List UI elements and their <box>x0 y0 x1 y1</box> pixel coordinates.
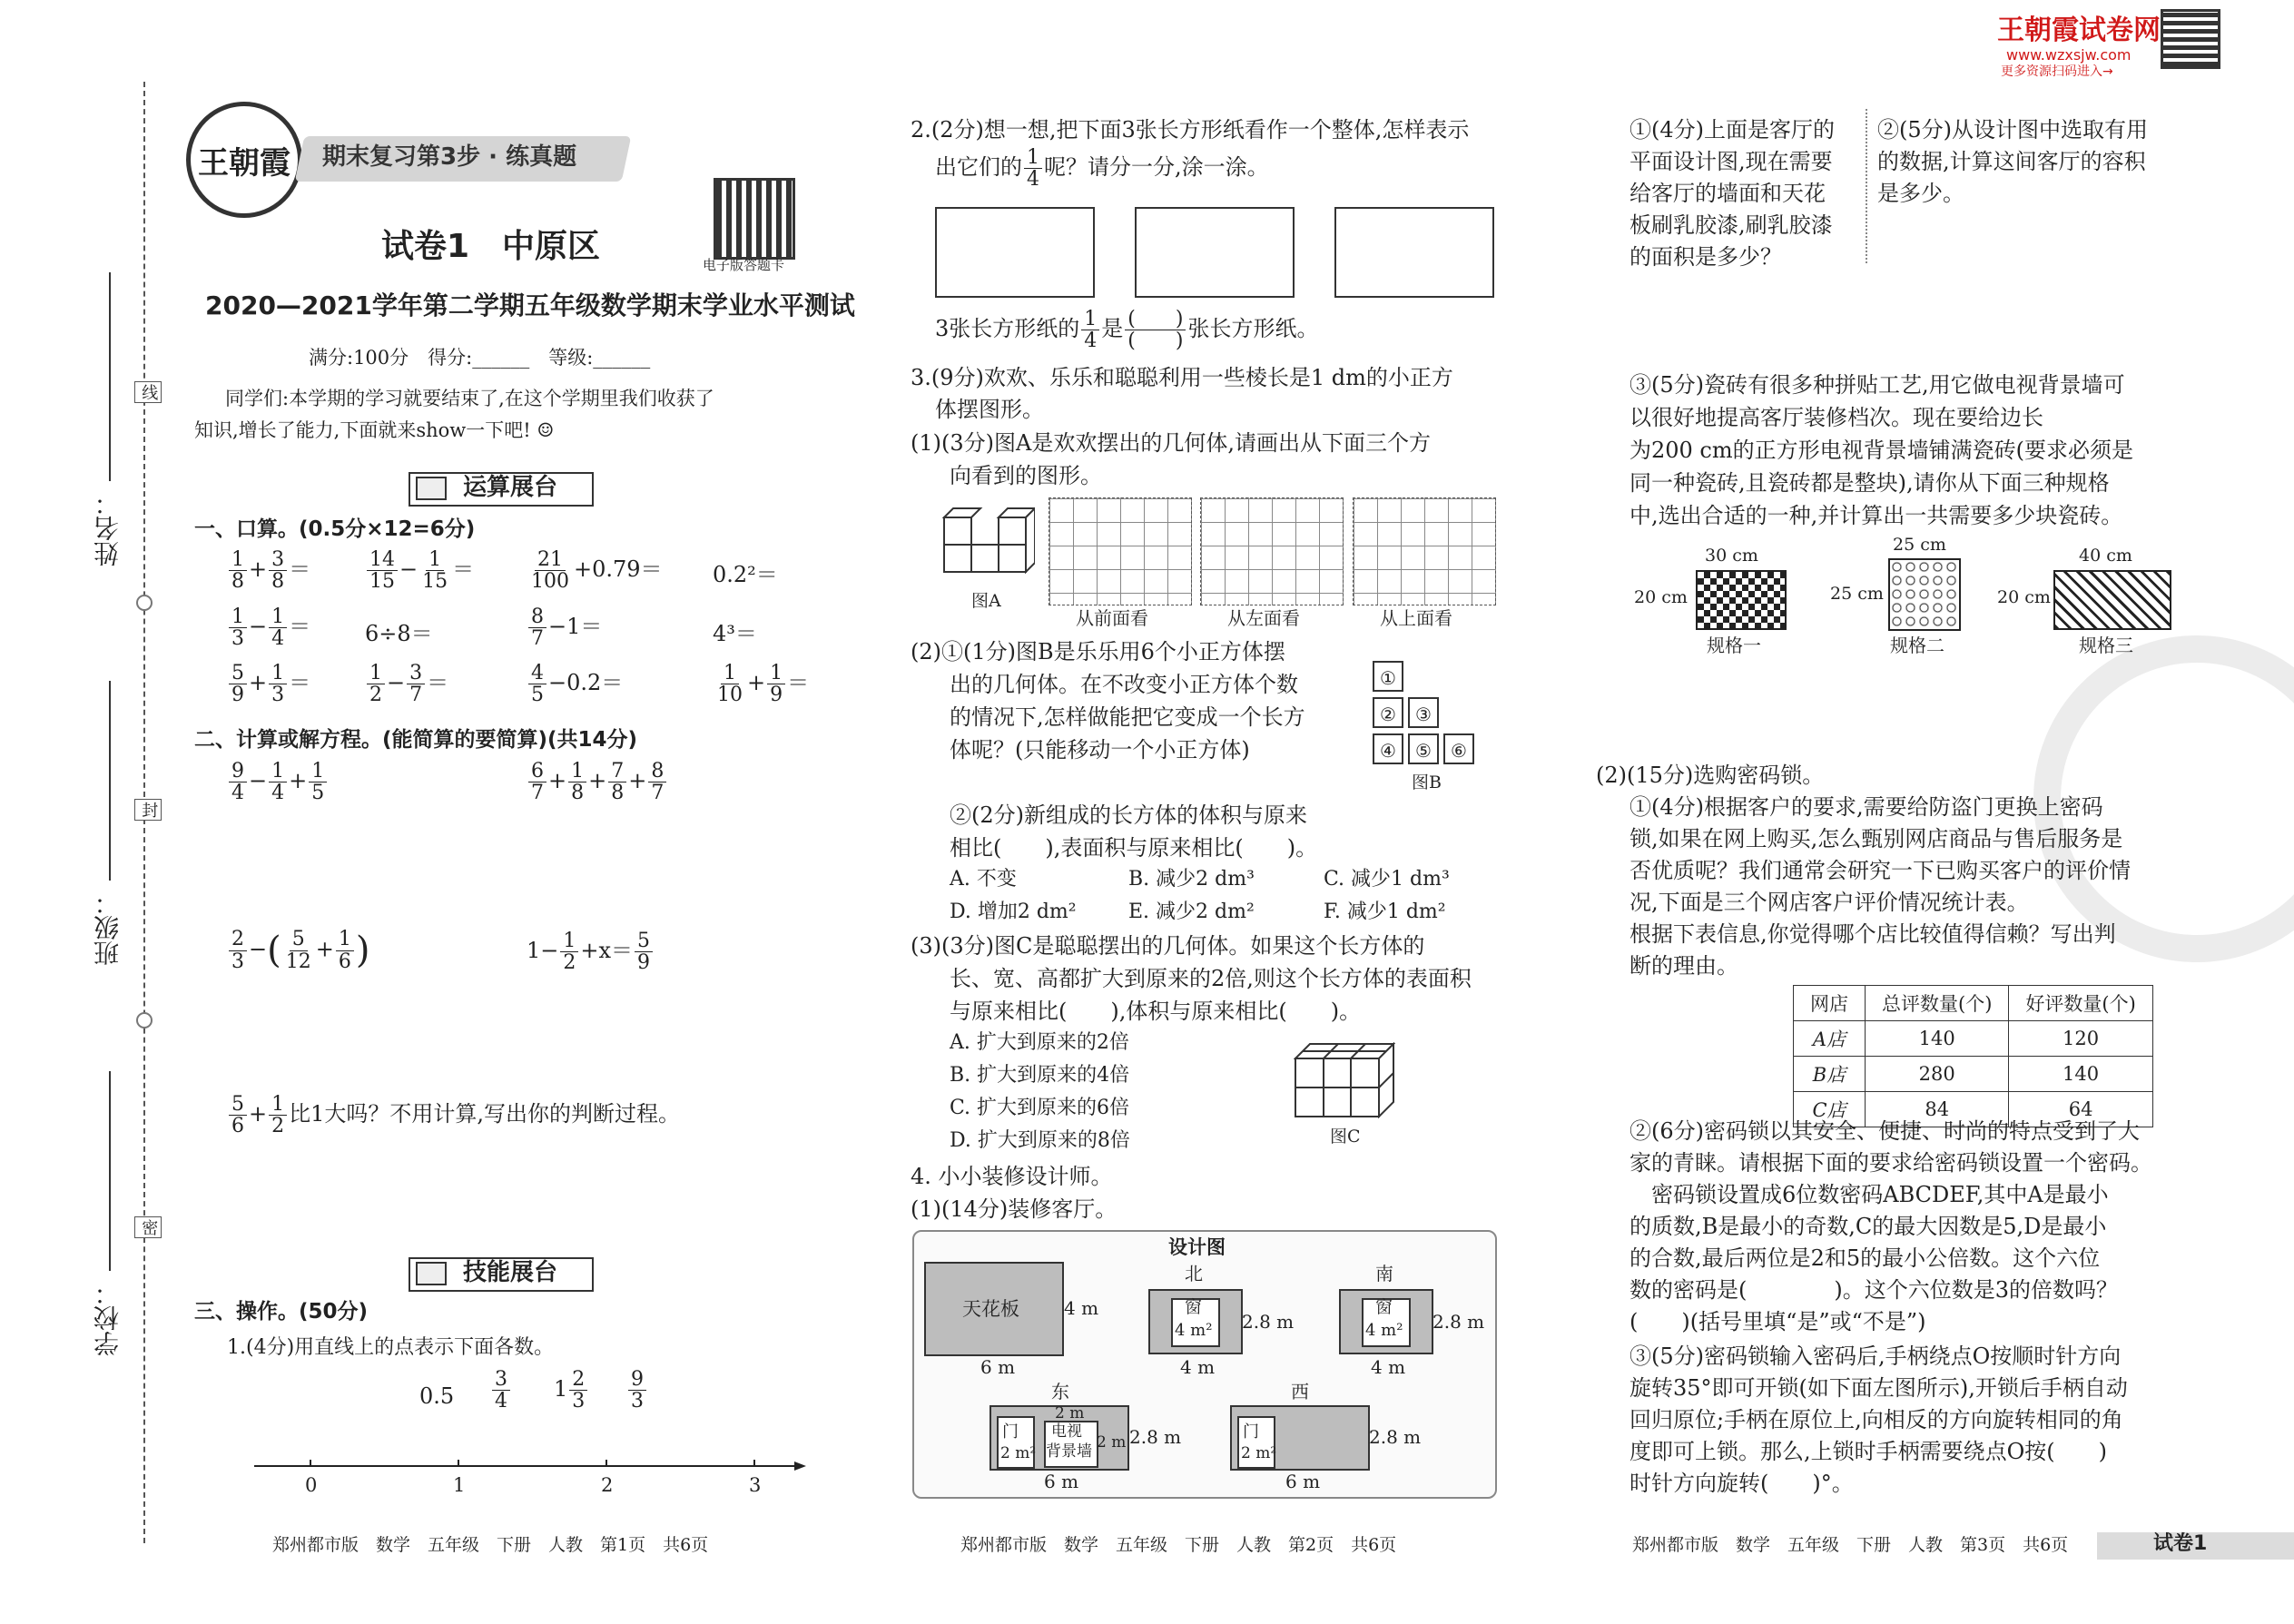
option-c1: C. 减少1 dm³ <box>1324 868 1450 891</box>
p2-q2-line1: 2.(2分)想一想,把下面3张长方形纸看作一个整体,怎样表示 <box>911 117 1470 143</box>
ruler-icon <box>416 477 447 500</box>
north-width: 4 m <box>1180 1356 1216 1378</box>
p3-q2-line: 是多少。 <box>1877 181 1964 206</box>
p3-lock-q3-line: 回归原位;手柄在原位上,向相反的方向旋转相同的角 <box>1629 1407 2123 1432</box>
view-label-top: 从上面看 <box>1380 607 1452 629</box>
class-line <box>109 681 111 881</box>
school-label: 学校： <box>93 1280 123 1356</box>
p3-q1-line: 平面设计图,现在需要 <box>1629 149 1833 174</box>
p3-q2-line: ②(5分)从设计图中选取有用 <box>1877 117 2148 143</box>
tile-2-name: 规格二 <box>1890 635 1944 656</box>
brand-logo-text: 王朝霞 <box>198 144 290 182</box>
table-cell: 120 <box>2009 1021 2152 1057</box>
cube-5: ⑤ <box>1408 733 1439 764</box>
table-cell: 140 <box>1866 1021 2009 1057</box>
table-cell: B店 <box>1794 1057 1866 1092</box>
north-window-label: 窗 <box>1185 1297 1203 1317</box>
number-line <box>245 1452 808 1480</box>
qr-caption: 电子版答题卡 <box>703 257 785 273</box>
cube-2: ② <box>1373 697 1403 728</box>
q3-heading: 三、操作。(50分) <box>194 1300 369 1324</box>
p3-q3-line: 同一种瓷砖,且瓷砖都是整块),请你从下面三种规格 <box>1629 470 2110 496</box>
calc-b: $\frac{6}{7}$ + $\frac{1}{8}$ + $\frac{7}{8}$ + $\frac{8}{7}$ <box>527 761 668 803</box>
west-door-area: 2 m² <box>1241 1444 1277 1462</box>
p3-q3-line: 为200 cm的正方形电视背景墙铺满瓷砖(要求必须是 <box>1629 438 2133 463</box>
view-grid-left[interactable] <box>1200 497 1344 605</box>
num-9-3: $\frac{9}{3}$ <box>626 1369 648 1412</box>
paper-rect-2[interactable] <box>1135 207 1295 298</box>
p3-lock-q1-line: 况,下面是三个网店客户评价情况统计表。 <box>1629 890 2029 915</box>
calc-a: $\frac{9}{4}$ − $\frac{1}{4}$ + $\frac{1}{5}$ <box>227 761 329 803</box>
west-height: 2.8 m <box>1369 1426 1422 1448</box>
view-grid-top[interactable] <box>1353 497 1496 605</box>
site-url[interactable]: www.wzxsjw.com <box>2006 46 2132 64</box>
view-label-left: 从左面看 <box>1227 607 1300 629</box>
p3-lock-q1-line: 根据下表信息,你觉得哪个店比较值得信赖？写出判 <box>1629 921 2116 947</box>
axis-0: 0 <box>305 1474 318 1496</box>
tile-3-height: 20 cm <box>1997 587 2051 607</box>
footer-p2: 郑州都市版 数学 五年级 下册 人教 第2页 共6页 <box>960 1535 1397 1555</box>
p3-lock-q3-line: 旋转35°即可开锁(如下面左图所示),开锁后手柄自动 <box>1629 1375 2128 1401</box>
tv-wall-height: 2 m <box>1097 1433 1127 1452</box>
oral-r3-a: $\frac{5}{9}$ + $\frac{1}{3}$ ＝ <box>227 663 310 705</box>
p3-q1-line: ①(4分)上面是客厅的 <box>1629 117 1835 143</box>
p3-lock-q2-line: 密码锁设置成6位数密码ABCDEF,其中A是最小 <box>1629 1182 2109 1207</box>
tile-1-height: 20 cm <box>1634 587 1688 607</box>
table-cell: 84 <box>1866 1092 2009 1127</box>
oral-r1-a: $\frac{1}{8}$ + $\frac{3}{8}$ ＝ <box>227 549 310 592</box>
south-window-area: 4 m² <box>1365 1321 1403 1340</box>
site-note: 更多资源扫码进入→ <box>2001 64 2113 79</box>
seal-dot-icon <box>136 1012 153 1029</box>
table-cell: 280 <box>1866 1057 2009 1092</box>
seal-feng: 封 <box>134 799 162 821</box>
p2-q3-2b: 出的几何体。在不改变小正方体个数 <box>950 672 1298 697</box>
tile-3-name: 规格三 <box>2079 635 2133 656</box>
p2-q3-3b: 相比( ),表面积与原来相比( )。 <box>950 835 1318 861</box>
seal-dot-icon <box>136 595 153 611</box>
cube-3: ③ <box>1408 697 1439 728</box>
oral-r2-c: $\frac{8}{7}$ −1＝ <box>527 606 602 649</box>
footer-p1: 郑州都市版 数学 五年级 下册 人教 第1页 共6页 <box>272 1535 709 1555</box>
east-label: 东 <box>1051 1381 1069 1403</box>
east-height: 2.8 m <box>1129 1426 1182 1448</box>
oral-r3-b: $\frac{1}{2}$ − $\frac{3}{7}$ ＝ <box>365 663 448 705</box>
tile-3-width: 40 cm <box>2079 546 2132 566</box>
option-f1: F. 减少1 dm² <box>1324 901 1446 923</box>
calc-c: $\frac{2}{3}$ −( $\frac{5}{12}$ + $\frac{1}{6}$ ) <box>227 926 369 975</box>
axis-3: 3 <box>749 1474 762 1496</box>
p3-lock-q2-line: ②(6分)密码锁以其安全、便捷、时尚的特点受到了大 <box>1629 1118 2140 1144</box>
p2-q3-2c: 的情况下,怎样做能把它变成一个长方 <box>950 704 1305 730</box>
p2-q4-1: (1)(14分)装修客厅。 <box>911 1196 1117 1222</box>
cube-6: ⑥ <box>1443 733 1474 764</box>
p3-q1-line: 的面积是多少？ <box>1629 244 1782 270</box>
banner-text: 期末复习第3步 · 练真题 <box>322 143 577 171</box>
p3-lock-q2-line: 数的密码是( )。这个六位数是3的倍数吗？ <box>1629 1277 2118 1303</box>
option-b2: B. 扩大到原来的4倍 <box>950 1064 1130 1087</box>
page-title: 试卷1 中原区 <box>381 228 601 265</box>
table-header-cell: 网店 <box>1794 986 1866 1021</box>
west-width: 6 m <box>1285 1471 1321 1492</box>
judge-question: $\frac{5}{6}$ + $\frac{1}{2}$ 比1大吗？不用计算,写出你的判断过程。 <box>227 1094 680 1137</box>
p3-q3-line: ③(5分)瓷砖有很多种拼贴工艺,用它做电视背景墙可 <box>1629 372 2125 398</box>
p2-q3-line2: 体摆图形。 <box>935 397 1044 422</box>
section-title-skill: 技能展台 <box>463 1259 558 1286</box>
seal-line: 线 <box>134 381 162 403</box>
option-a2: A. 扩大到原来的2倍 <box>950 1031 1129 1054</box>
footer-badge: 试卷1 <box>2153 1532 2208 1555</box>
ceiling-label: 天花板 <box>962 1298 1019 1320</box>
axis-1: 1 <box>453 1474 466 1496</box>
oral-r1-d: 0.2²＝ <box>713 562 778 587</box>
tv-wall-width: 2 m <box>1055 1404 1085 1422</box>
seal-mi: 密 <box>134 1216 162 1238</box>
figure-c-label: 图C <box>1330 1127 1361 1147</box>
table-row <box>1794 1021 2153 1057</box>
section-title-calc: 运算展台 <box>463 474 558 501</box>
num-3-4: $\frac{3}{4}$ <box>490 1369 512 1412</box>
table-cell: A店 <box>1794 1021 1866 1057</box>
p3-lock-q3-line: ③(5分)密码锁输入密码后,手柄绕点O按顺时针方向 <box>1629 1343 2122 1369</box>
view-grid-front[interactable] <box>1049 497 1192 605</box>
p2-q4: 4. 小小装修设计师。 <box>911 1164 1113 1189</box>
design-title: 设计图 <box>1168 1236 1226 1258</box>
p3-lock-q3-line: 度即可上锁。那么,上锁时手柄需要绕点O按( ) <box>1629 1439 2108 1464</box>
table-header-cell: 好评数量(个) <box>2009 986 2152 1021</box>
oral-r2-a: $\frac{1}{3}$ − $\frac{1}{4}$ ＝ <box>227 606 310 649</box>
p2-q3-3a: ②(2分)新组成的长方体的体积与原来 <box>950 802 1307 828</box>
p3-lock-q3-line: 时针方向旋转( )°。 <box>1629 1471 1854 1496</box>
p2-q2-line2: 出它们的 $\frac{1}{4}$ 呢？请分一分,涂一涂。 <box>935 146 1269 192</box>
east-width: 6 m <box>1044 1471 1079 1492</box>
p3-q1-line: 给客厅的墙面和天花 <box>1629 181 1826 206</box>
p3-lock-q2-line: 家的青睐。请根据下面的要求给密码锁设置一个密码。 <box>1629 1150 2152 1176</box>
oral-r3-c: $\frac{4}{5}$ −0.2＝ <box>527 663 623 705</box>
north-label: 北 <box>1185 1263 1203 1284</box>
option-d1: D. 增加2 dm² <box>950 901 1077 923</box>
school-line <box>109 1071 111 1271</box>
option-b1: B. 减少2 dm³ <box>1128 868 1255 891</box>
paper-rect-1[interactable] <box>935 207 1095 298</box>
option-d2: D. 扩大到原来的8倍 <box>950 1129 1130 1152</box>
cube-4: ④ <box>1373 733 1403 764</box>
q1-heading: 一、口算。(0.5分×12=6分) <box>194 517 476 541</box>
figure-a-label: 图A <box>971 591 1001 611</box>
p3-q1-line: 板刷乳胶漆,刷乳胶漆 <box>1629 212 1833 238</box>
oral-r3-d: $\frac{1}{10}$ + $\frac{1}{9}$ ＝ <box>717 662 810 707</box>
score-line: 满分:100分 得分:______ 等级:______ <box>309 347 651 369</box>
footer-p3: 郑州都市版 数学 五年级 下册 人教 第3页 共6页 <box>1632 1535 2069 1555</box>
intro-line-1: 同学们:本学期的学习就要结束了,在这个学期里我们收获了 <box>225 388 714 409</box>
num-1-2-3: 1 $\frac{2}{3}$ <box>554 1369 589 1412</box>
p2-q3-4b: 长、宽、高都扩大到原来的2倍,则这个长方体的表面积 <box>950 966 1472 991</box>
book-icon <box>416 1262 447 1285</box>
p2-q2-answer: 3张长方形纸的 $\frac{1}{4}$ 是 ( ) ( ) 张长方形纸。 <box>935 308 1319 353</box>
south-height: 2.8 m <box>1433 1311 1485 1333</box>
view-label-front: 从前面看 <box>1076 607 1148 629</box>
table-cell: C店 <box>1794 1092 1866 1127</box>
p3-lock-q1-line: 断的理由。 <box>1629 953 1738 979</box>
tile-1-width: 30 cm <box>1705 546 1758 566</box>
p3-divider <box>1866 109 1867 263</box>
p2-q3-1b: 向看到的图形。 <box>950 463 1102 488</box>
tv-wall-label-2: 背景墙 <box>1046 1442 1092 1461</box>
axis-2: 2 <box>601 1474 614 1496</box>
p2-q3-4c: 与原来相比( ),体积与原来相比( )。 <box>950 999 1362 1024</box>
class-label: 班级： <box>93 890 123 966</box>
south-label: 南 <box>1375 1263 1393 1284</box>
table-header-cell: 总评数量(个) <box>1866 986 2009 1021</box>
tile-1[interactable] <box>1696 570 1787 630</box>
p3-q3-line: 中,选出合适的一种,并计算出一共需要多少块瓷砖。 <box>1629 503 2123 528</box>
tv-wall-label-1: 电视 <box>1051 1422 1082 1441</box>
north-window-area: 4 m² <box>1175 1321 1213 1340</box>
p3-q3-line: 以很好地提高客厅装修档次。现在要给边长 <box>1629 405 2043 430</box>
option-e1: E. 减少2 dm² <box>1128 901 1255 923</box>
site-name[interactable]: 王朝霞试卷网 <box>1997 15 2161 46</box>
table-cell: 64 <box>2009 1092 2152 1127</box>
p3-lock-q1-line: ①(4分)根据客户的要求,需要给防盗门更换上密码 <box>1629 794 2103 820</box>
paper-rect-3[interactable] <box>1334 207 1494 298</box>
tile-2-width: 25 cm <box>1893 535 1946 555</box>
intro-line-2: 知识,增长了能力,下面就来show一下吧! ☺ <box>194 419 555 441</box>
east-door-label: 门 <box>1002 1422 1019 1442</box>
table-row <box>1794 1057 2153 1092</box>
name-line <box>109 272 111 481</box>
p3-lock-q1-line: 否优质呢？我们通常会研究一下已购买客户的评价情 <box>1629 858 2131 883</box>
qr-code[interactable] <box>714 178 795 260</box>
q2-heading: 二、计算或解方程。(能简算的要简算)(共14分) <box>194 728 638 752</box>
p3-lock-q2-line: 的合数,最后两位是2和5的最小公倍数。这个六位 <box>1629 1245 2101 1271</box>
figure-b-label: 图B <box>1412 773 1442 792</box>
q3-1-text: 1.(4分)用直线上的点表示下面各数。 <box>227 1336 555 1359</box>
p2-q3-line1: 3.(9分)欢欢、乐乐和聪聪利用一些棱长是1 dm的小正方 <box>911 365 1453 390</box>
table-header-row <box>1794 986 2153 1021</box>
num-05: 0.5 <box>419 1383 455 1409</box>
name-label: 姓名： <box>93 490 123 566</box>
west-door-label: 门 <box>1243 1422 1259 1442</box>
option-c2: C. 扩大到原来的6倍 <box>950 1097 1130 1119</box>
site-qr-code[interactable] <box>2161 9 2220 69</box>
p2-q3-2d: 体呢？(只能移动一个小正方体) <box>950 737 1250 763</box>
oral-r1-c: $\frac{21}{100}$ +0.79＝ <box>531 548 663 594</box>
p3-lock-q2-line: 的质数,B是最小的奇数,C的最大因数是5,D是最小 <box>1629 1214 2107 1239</box>
tile-3[interactable] <box>2053 570 2171 630</box>
p2-q3-4a: (3)(3分)图C是聪聪摆出的几何体。如果这个长方体的 <box>911 933 1425 959</box>
tile-1-name: 规格一 <box>1707 635 1761 656</box>
ceiling-height: 4 m <box>1064 1297 1099 1319</box>
p3-q2-line: 的数据,计算这间客厅的容积 <box>1877 149 2146 174</box>
east-door-area: 2 m² <box>1000 1444 1037 1462</box>
figure-a <box>940 504 1035 586</box>
west-label: 西 <box>1291 1381 1309 1403</box>
shop-review-table <box>1793 985 2153 1127</box>
p3-lock-heading: (2)(15分)选购密码锁。 <box>1596 763 1825 788</box>
p2-q3-1a: (1)(3分)图A是欢欢摆出的几何体,请画出从下面三个方 <box>911 430 1431 456</box>
oral-r2-d: 4³＝ <box>713 621 757 646</box>
oral-r2-b: 6÷8＝ <box>365 621 433 646</box>
p3-lock-q2-line: ( )(括号里填“是”或“不是”) <box>1629 1309 1926 1334</box>
table-cell: 140 <box>2009 1057 2152 1092</box>
south-width: 4 m <box>1371 1356 1406 1378</box>
figure-c <box>1294 1042 1395 1118</box>
tile-2-height: 25 cm <box>1830 584 1884 604</box>
brand-logo <box>186 102 302 218</box>
calc-d: 1− $\frac{1}{2}$ +x＝ $\frac{5}{9}$ <box>527 930 655 973</box>
oral-r1-b: $\frac{14}{15}$ − $\frac{1}{15}$ ＝ <box>365 549 474 592</box>
ceiling-width: 6 m <box>980 1356 1016 1378</box>
p2-q3-2a: (2)①(1分)图B是乐乐用6个小正方体摆 <box>911 639 1285 664</box>
south-window-label: 窗 <box>1375 1297 1393 1317</box>
cube-1: ① <box>1373 661 1403 692</box>
option-a1: A. 不变 <box>950 868 1017 891</box>
p3-lock-q1-line: 锁,如果在网上购买,怎么甄别网店商品与售后服务是 <box>1629 826 2123 851</box>
tile-2[interactable] <box>1888 558 1961 631</box>
page-subtitle: 2020—2021学年第二学期五年级数学期末学业水平测试 <box>205 290 855 320</box>
north-height: 2.8 m <box>1242 1311 1295 1333</box>
